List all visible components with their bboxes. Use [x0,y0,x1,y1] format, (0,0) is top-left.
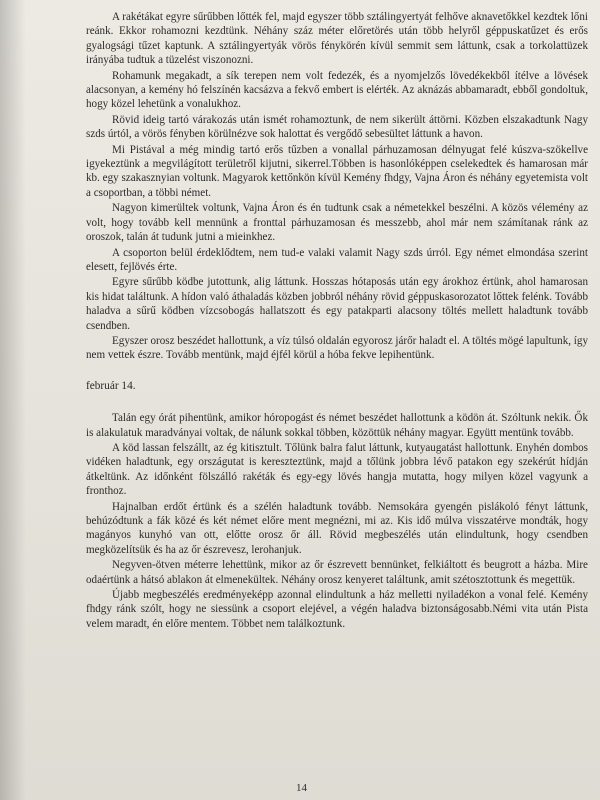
paragraph: Talán egy órát pihentünk, amikor hóropogást és német beszédet hallottunk a ködön át. Szóltunk nekik. Ők is alakulatuk maradványai voltak, de nálunk sokkal többen, közöttük néhány magyar. Együtt mentünk tovább. [86,412,588,439]
paragraph: Negyven-ötven méterre lehettünk, mikor az őr észrevett bennünket, felkiáltott és beugrott a házba. Mire odaértünk a hátsó ablakon át elmenekültek. Néhány orosz kenyeret találtunk, amit szétosztottunk és megettük. [86,559,588,586]
date-heading: február 14. [86,379,136,392]
paragraph: Egyszer orosz beszédet hallottunk, a víz túlsó oldalán egyorosz járőr haladt el. A töltés mögé lapultunk, így nem vettek észre. Tovább mentünk, majd éjfél körül a hóba fekve lepihentünk. [86,334,588,362]
paragraph: A köd lassan felszállt, az ég kitisztult. Tőlünk balra falut láttunk, kutyaugatást hallottunk. Enyhén dombos vidéken haladtunk, egy országutat is kereszteztünk, majd a tőlünk jobbra lévő patakon egy szekérút hídján átkeltünk. Az időnként fölszálló rakéták és egy-egy lövés hangja mutatta, hogy milyen közel vagyunk a fronthoz. [86,441,588,498]
page-number: 14 [296,782,307,794]
paragraph: Újabb megbeszélés eredményeképp azonnal elindultunk a ház melletti nyiladékon a vonal felé. Kemény fhdgy ránk szólt, hogy ne siessünk a csoport elejével, a végén haladva biztonságosabb.Némi vita után Pista velem maradt, én előre mentem. Többet nem találkoztunk. [86,589,588,630]
paragraph: Rövid ideig tartó várakozás után ismét rohamoztunk, de nem sikerült áttörni. Közben elszakadtunk Nagy szds úrtól, a vörös fényben körülnézve sok halottat és vergődő sebesültet láttunk a havon. [86,113,588,141]
page-shadow [0,0,26,800]
paragraph: Nagyon kimerültek voltunk, Vajna Áron és én tudtunk csak a németekkel beszélni. A közös vélemény az volt, hogy tovább kell mennünk a fronttal párhuzamosan és messzebb, ahol már nem számítanak ránk az oroszok, talán át tudunk jutni a mieinkhez. [86,202,588,244]
body-text-after-date [86,411,588,631]
paragraph: A rakétákat egyre sűrűbben lőtték fel, majd egyszer több sztálingyertyát felhőve aknavetőkkel kezdtek lőni reánk. Ekkor rohamozni kezdtünk. Néhány száz méter előretörés után több helyről géppuskatűzet és erős gyalogsági tűzet kaptunk. A sztálingyertyák vörös fénykörén kívül semmit sem láttunk, csak a torkolattüzek irányába tudtuk a tüzelést viszonozni. [86,11,588,67]
paragraph: A csoporton belül érdeklődtem, nem tud-e valaki valamit Nagy szds úrról. Egy német elmondása szerint elesett, fejlövés érte. [86,246,588,273]
paragraph: Mi Pistával a még mindig tartó erős tűzben a vonallal párhuzamosan délnyugat felé kúszva-szökellve igyekeztünk a megvilágított területről kijutni, sikerrel.Többen is hasonlóképpen cselekedtek és hamarosan már kb. egy szakasznyian voltunk. Magyarok kettőnkön kívül Kemény fhdgy, Vajna Áron és néhány egyetemista volt a csoportban, a többi német. [86,143,588,199]
body-text-before-date [86,10,588,363]
paragraph: Rohamunk megakadt, a sík terepen nem volt fedezék, és a nyomjelzős lövedékekből ítélve a lövések alacsonyan, a kemény hó felszínén kacsázva a fekvő embert is elérték. Az aknázás abbamaradt, ebből gondoltuk, hogy közel lehetünk a vonalukhoz. [86,69,588,111]
paragraph: Hajnalban erdőt értünk és a szélén haladtunk tovább. Nemsokára gyengén pislákoló fényt láttunk, behúzódtunk a fák közé és két német előre ment megnézni, mi az. Kis idő múlva visszatérve mondták, hogy magányos kunyhó van ott, előtte orosz őr áll. Rövid megbeszélés után elindultunk, hogy csendben megközelítsük és ha az őr észrevesz, lerohanjuk. [86,500,588,556]
paragraph: Egyre sűrűbb ködbe jutottunk, alig láttunk. Hosszas hótaposás után egy árokhoz értünk, ahol hamarosan kis hidat találtunk. A hídon való áthaladás közben jobbról néhány rövid géppuskasorozatot lőttek felénk. Tovább haladva a sűrű ködben vízcsobogás hallatszott és egy patakparti alacsony töltés mellett haladtunk tovább csendben. [86,276,588,332]
